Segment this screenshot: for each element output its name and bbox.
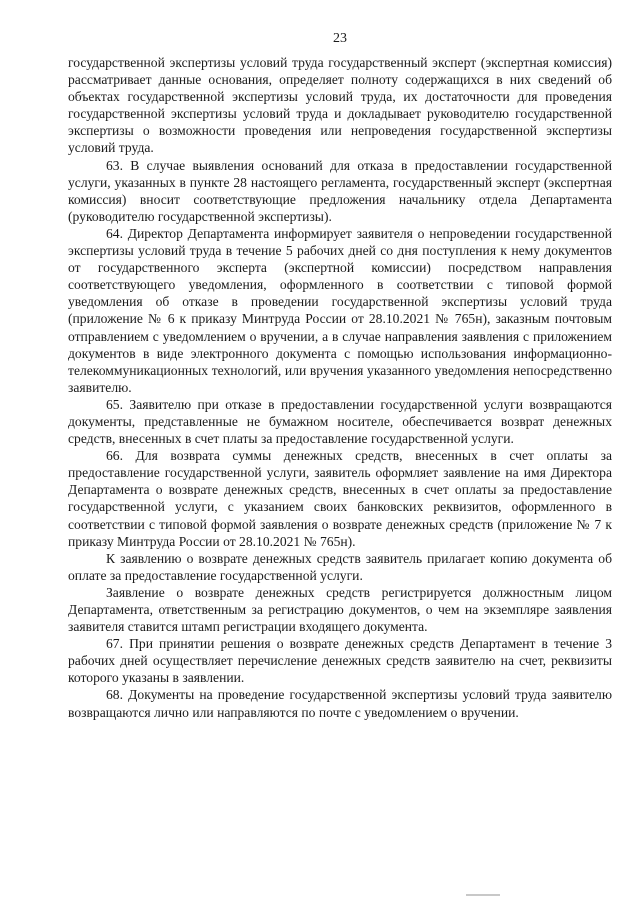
paragraph-65: 65. Заявителю при отказе в предоставлении государственной услуги возвращаются документы, представленные не бумажном носителе, обеспечивается возврат денежных средств, внесенных в счет платы за предоставление государственной услуги. (68, 396, 612, 447)
paragraph-continuation: государственной экспертизы условий труда государственный эксперт (экспертная комиссия) рассматривает данные основания, определяет полноту содержащихся в них сведений об объектах государственной экспертизы условий труда, их достаточности для проведения государственной экспертизы условий труда и докладывает руководителю государственной экспертизы о возможности проведения или непроведения государственной экспертизы условий труда. (68, 55, 612, 156)
paragraph-66-registration: Заявление о возврате денежных средств регистрируется должностным лицом Департамента, ответственным за регистрацию документов, о чем на экземпляре заявления заявителя ставится штамп регистрации входящего документа. (68, 584, 612, 635)
page-number: 23 (333, 31, 347, 46)
paragraph-66: 66. Для возврата суммы денежных средств, внесенных в счет оплаты за предоставление государственной услуги, заявитель оформляет заявление на имя Директора Департамента о возврате денежных средств, внесенных в счет оплаты за предоставление государственной услуги, с указанием своих банковских реквизитов, оформленного в соответствии с типовой формой заявления о возврате денежных средств (приложение № 7 к приказу Минтруда России от 28.10.2021 № 765н). (68, 448, 612, 549)
scan-mark (466, 894, 500, 896)
document-body (68, 54, 612, 721)
paragraph-67: 67. При принятии решения о возврате денежных средств Департамент в течение 3 рабочих дней осуществляет перечисление денежных средств заявителю на счет, реквизиты которого указаны в заявлении. (68, 636, 612, 686)
paragraph-63: 63. В случае выявления оснований для отказа в предоставлении государственной услуги, указанных в пункте 28 настоящего регламента, государственный эксперт (экспертная комиссия) вносит соответствующие предложения начальнику отдела Департамента (руководителю государственной экспертизы). (68, 157, 612, 224)
paragraph-66-attachment: К заявлению о возврате денежных средств заявитель прилагает копию документа об оплате за предоставление государственной услуги. (68, 550, 612, 583)
paragraph-68: 68. Документы на проведение государственной экспертизы условий труда заявителю возвращаются лично или направляются по почте с уведомлением о вручении. (68, 687, 612, 720)
paragraph-64: 64. Директор Департамента информирует заявителя о непроведении государственной экспертизы условий труда в течение 5 рабочих дней со дня поступления к нему документов от государственного эксперта (экспертной комиссии) посредством направления соответствующего уведомления, оформленного в соответствии с типовой формой уведомления об отказе в проведении государственной экспертизы условий труда (приложение № 6 к приказу Минтруда России от 28.10.2021 № 765н), заказным почтовым отправлением с уведомлением о вручении, а в случае направления заявления с приложением документов в виде электронного документа с помощью использования информационно-телекоммуникационных технологий, или вручения указанного уведомления непосредственно заявителю. (68, 225, 612, 395)
